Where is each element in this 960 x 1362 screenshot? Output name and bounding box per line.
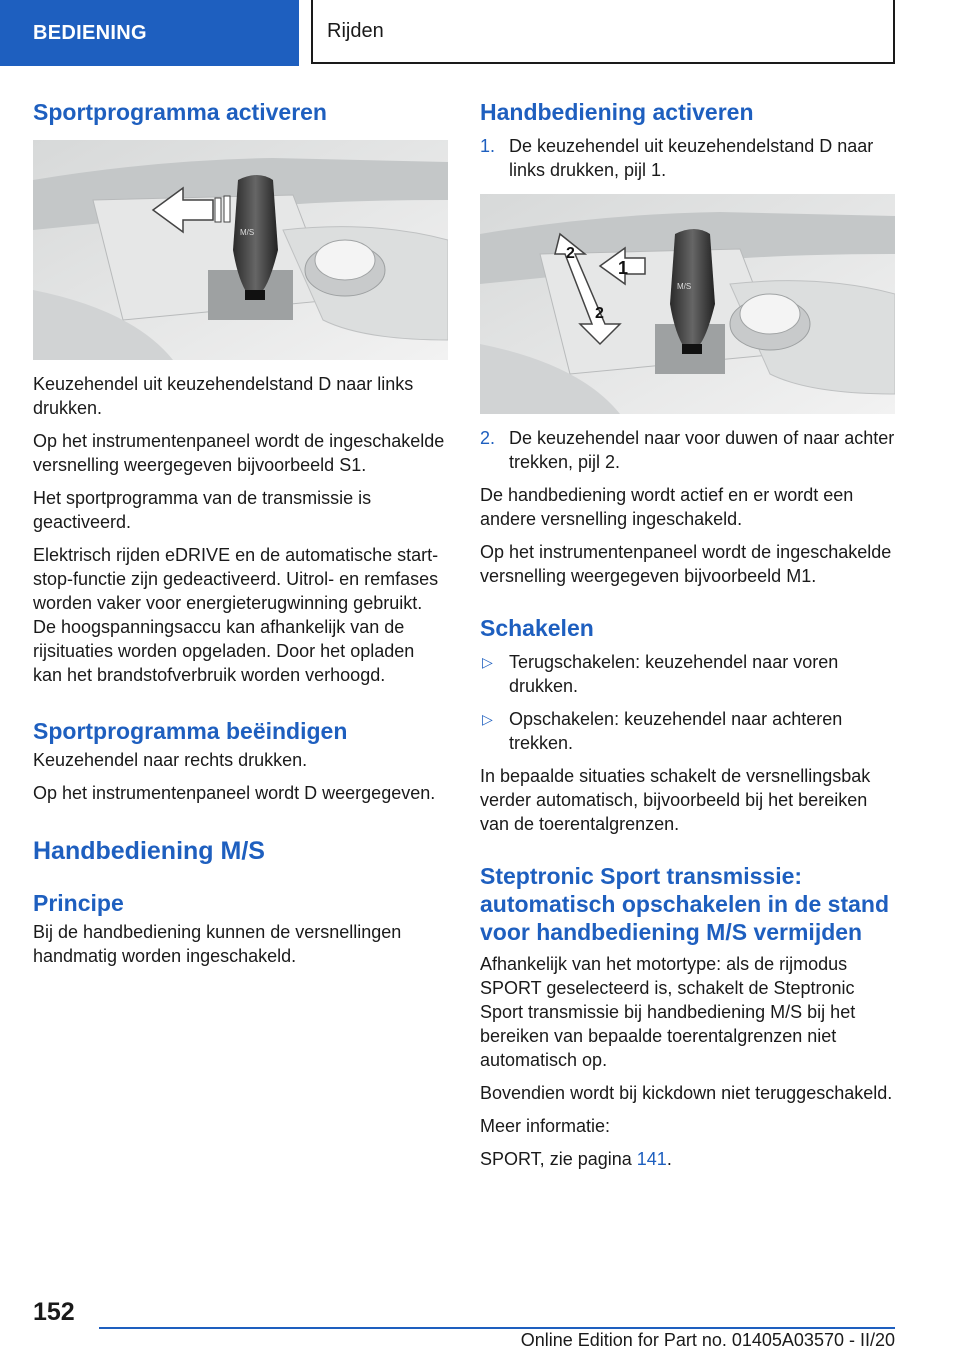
heading-sport-deactivate: Sportprogramma beëindigen <box>33 718 348 744</box>
step-number: 1. <box>480 136 496 156</box>
paragraph: Op het instrumentenpaneel wordt de ingeschakelde versnelling weergegeven bijvoorbeeld M1. <box>480 542 892 586</box>
step-text: De keuzehendel uit keuzehendelstand D naar links drukken, pijl 1. <box>509 136 874 180</box>
right-column <box>480 98 895 1180</box>
triangle-bullet-icon: ▷ <box>482 654 493 670</box>
paragraph: Afhankelijk van het motortype: als de rijmodus SPORT geselecteerd is, schakelt de Steptronic Sport transmissie bij handbediening M/S bij het bereiken van bepaalde toerentalgrenzen niet automatisch op. <box>480 954 856 1070</box>
paragraph: Het sportprogramma van de transmissie is geactiveerd. <box>33 488 372 532</box>
gear-lever-figure-left <box>33 140 448 360</box>
paragraph: Op het instrumentenpaneel wordt D weergegeven. <box>33 783 436 803</box>
step-text: De keuzehendel naar voor duwen of naar achter trekken, pijl 2. <box>509 428 895 472</box>
gear-lever-illustration <box>33 140 448 360</box>
arrow-label-2a: 2 <box>566 245 575 262</box>
paragraph: Meer informatie: <box>480 1116 611 1136</box>
bullet-text: Opschakelen: keuzehendel naar achteren trekken. <box>509 709 843 753</box>
list-item <box>480 650 895 698</box>
paragraph: De handbediening wordt actief en er wordt een andere versnelling ingeschakeld. <box>480 485 854 529</box>
paragraph: In bepaalde situaties schakelt de versnellingsbak verder automatisch, bijvoorbeeld bij het bereiken van de toerentalgrenzen. <box>480 766 871 834</box>
heading-steptronic: Steptronic Sport transmissie: automatisch opschakelen in de stand voor handbediening M/S vermijden <box>480 863 889 945</box>
lever-label: M/S <box>677 282 692 291</box>
bullet-list <box>480 650 895 755</box>
heading-manual-activate: Handbediening activeren <box>480 99 754 125</box>
heading-manual-ms: Handbediening M/S <box>33 837 265 865</box>
heading-sport-activate: Sportprogramma activeren <box>33 99 327 125</box>
edition-text: Online Edition for Part no. 01405A03570 - II/20 <box>520 1330 895 1350</box>
step-number: 2. <box>480 428 496 448</box>
page-link[interactable]: 141 <box>636 1149 667 1169</box>
paragraph <box>480 1147 895 1171</box>
chapter-title: Rijden <box>311 0 895 64</box>
reference-text: SPORT, zie pagina <box>480 1149 637 1169</box>
arrow-label-2b: 2 <box>595 305 604 322</box>
triangle-bullet-icon: ▷ <box>482 711 493 727</box>
page-number: 152 <box>33 1298 75 1326</box>
list-item <box>480 426 895 474</box>
reference-end: . <box>666 1149 672 1169</box>
paragraph: Op het instrumentenpaneel wordt de ingeschakelde versnelling weergegeven bijvoorbeeld S1. <box>33 431 445 475</box>
lever-label: M/S <box>240 228 255 237</box>
paragraph: Elektrisch rijden eDRIVE en de automatische start-stop-functie zijn gedeactiveerd. Uitrol- en remfases worden vaker voor energieterugwinning gebruikt. De hoogspanningsaccu kan afhankelijk van de rijsituaties worden opgeladen. Door het opladen kan het brandstofverbruik worden verhoogd. <box>33 545 439 685</box>
paragraph: Bij de handbediening kunnen de versnellingen handmatig worden ingeschakeld. <box>33 922 402 966</box>
gear-lever-figure-right <box>480 194 895 414</box>
left-column <box>33 98 448 977</box>
paragraph: Bovendien wordt bij kickdown niet teruggeschakeld. <box>480 1083 893 1103</box>
list-item <box>480 707 895 755</box>
paragraph: Keuzehendel naar rechts drukken. <box>33 750 308 770</box>
steps-list <box>480 134 895 182</box>
section-tab: BEDIENING <box>0 0 299 66</box>
heading-principle: Principe <box>33 890 124 916</box>
steps-list <box>480 426 895 474</box>
arrow-label-1: 1 <box>618 258 629 278</box>
bullet-text: Terugschakelen: keuzehendel naar voren drukken. <box>509 652 839 696</box>
footer-divider <box>99 1327 895 1329</box>
gear-lever-illustration <box>480 194 895 414</box>
heading-shifting: Schakelen <box>480 615 594 641</box>
list-item <box>480 134 895 182</box>
paragraph: Keuzehendel uit keuzehendelstand D naar links drukken. <box>33 374 414 418</box>
